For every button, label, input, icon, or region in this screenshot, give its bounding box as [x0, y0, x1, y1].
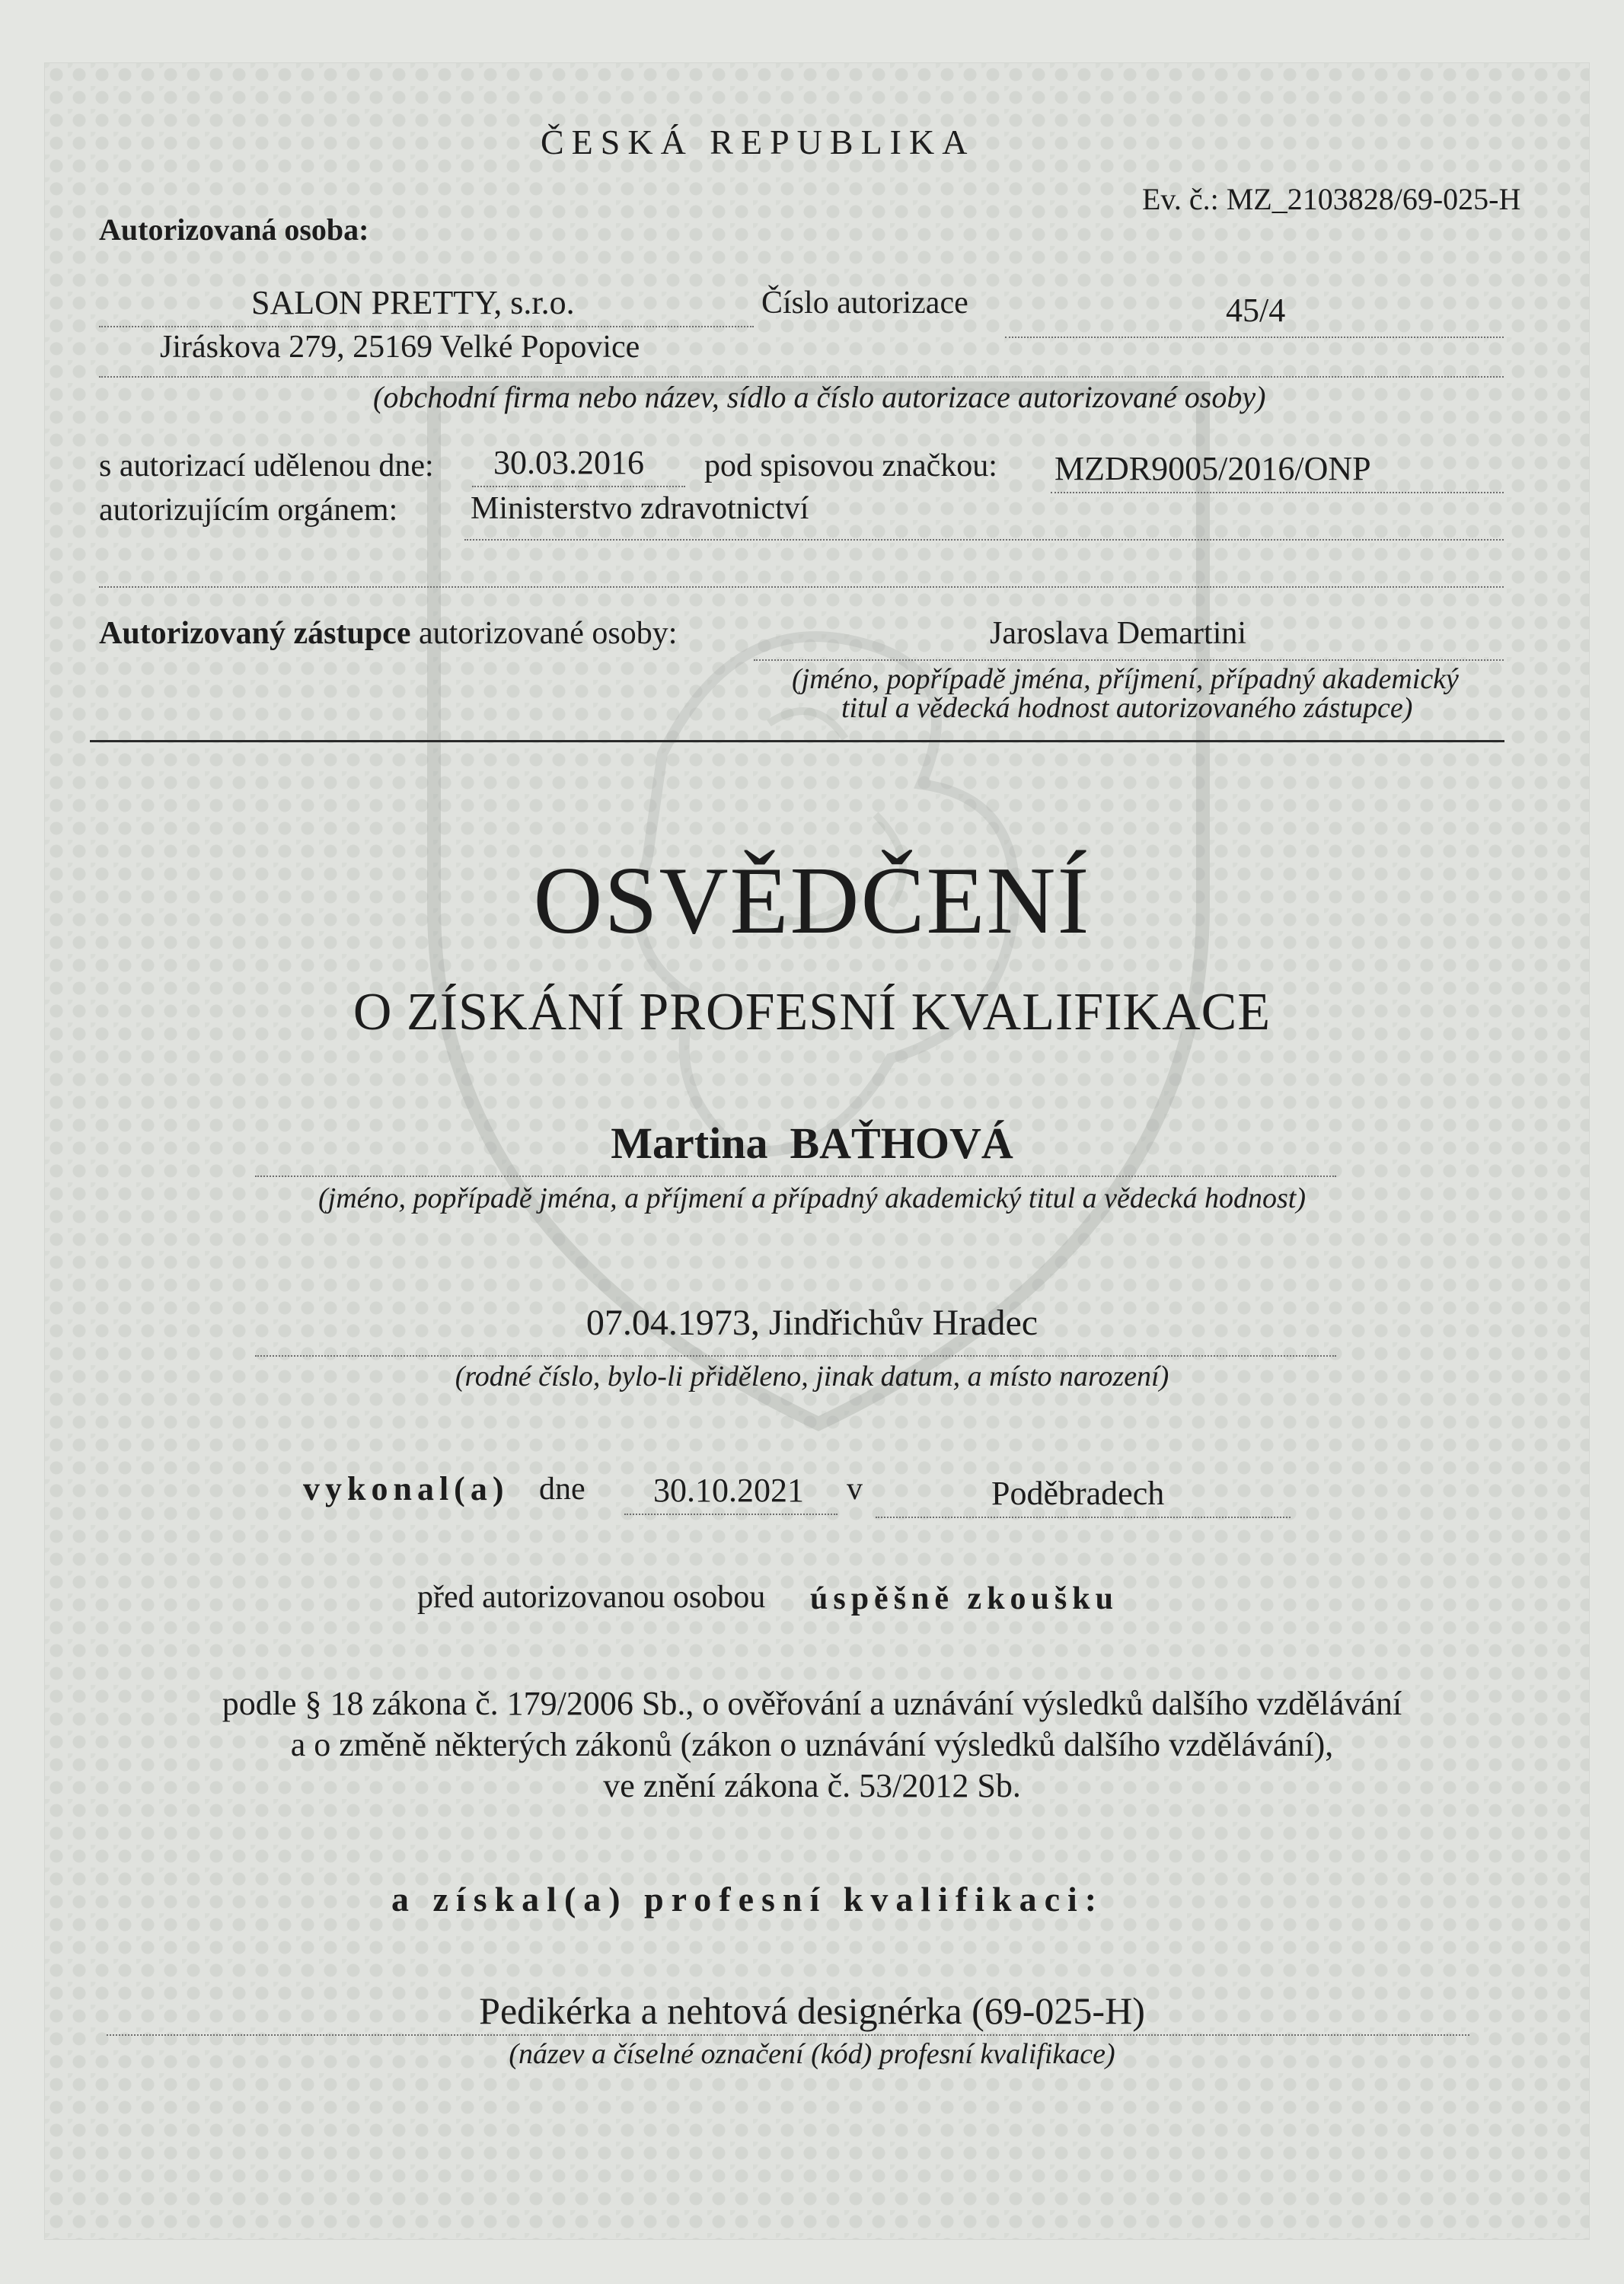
company-name-line [99, 326, 754, 327]
company-name: SALON PRETTY, s.r.o. [251, 284, 575, 321]
qualification-heading: a získal(a) profesní kvalifikaci: [391, 1880, 1105, 1919]
representative-label-bold: Autorizovaný zástupce [99, 616, 411, 651]
authorization-number-line [1005, 337, 1504, 338]
exam-place: Poděbradech [991, 1475, 1165, 1512]
certificate-title: OSVĚDČENÍ [533, 848, 1091, 954]
certificate-subtitle: O ZÍSKÁNÍ PROFESNÍ KVALIFIKACE [353, 983, 1271, 1042]
exam-date: 30.10.2021 [653, 1472, 804, 1509]
exam-date-line [624, 1514, 838, 1515]
company-address: Jiráskova 279, 25169 Velké Popovice [160, 330, 640, 365]
representative-name: Jaroslava Demartini [990, 616, 1247, 651]
holder-name [0, 1118, 1624, 1169]
representative-label-rest: autorizované osoby: [418, 616, 678, 651]
authorization-number-label: Číslo autorizace [761, 286, 968, 321]
representative-line [754, 659, 1504, 661]
exam-in-label: v [847, 1472, 863, 1507]
file-ref-line [1051, 492, 1504, 493]
representative-label [99, 615, 677, 652]
holder-name-caption: (jméno, popřípadě jména, a příjmení a případný akademický titul a vědecká hodnost) [318, 1182, 1306, 1214]
authority-value: Ministerstvo zdravotnictví [471, 491, 809, 526]
blank-line [99, 586, 1504, 588]
exam-result: úspěšně zkoušku [810, 1581, 1118, 1616]
holder-surname: BAŤHOVÁ [790, 1118, 1013, 1168]
qualification-name: Pedikérka a nehtová designérka (69-025-H) [479, 1989, 1145, 2032]
country-heading: ČESKÁ REPUBLIKA [541, 123, 975, 161]
authorization-number: 45/4 [1226, 292, 1286, 329]
authorized-person-label: Autorizovaná osoba: [99, 212, 369, 247]
holder-name-line [255, 1175, 1336, 1177]
granted-on-label: s autorizací udělenou dne: [99, 448, 434, 483]
address-line [99, 376, 1504, 378]
representative-caption-1: (jméno, popřípadě jména, příjmení, případný akademický [792, 663, 1459, 695]
performed-label: vykonal(a) [303, 1470, 509, 1507]
file-ref-label: pod spisovou značkou: [704, 448, 997, 483]
exam-place-line [876, 1517, 1291, 1518]
legal-line-3: ve znění zákona č. 53/2012 Sb. [603, 1767, 1021, 1804]
file-ref-value: MZDR9005/2016/ONP [1054, 450, 1371, 487]
registration-number: Ev. č.: MZ_2103828/69-025-H [1142, 182, 1521, 216]
authority-label: autorizujícím orgánem: [99, 493, 398, 528]
representative-caption-2: titul a vědecká hodnost autorizovaného zástupce) [841, 692, 1413, 724]
holder-birth-line [255, 1355, 1336, 1357]
qualification-caption: (název a číselné označení (kód) profesní kvalifikace) [509, 2038, 1115, 2070]
granted-on-line [472, 486, 685, 487]
granted-on-date: 30.03.2016 [493, 444, 644, 481]
holder-birth-caption: (rodné číslo, bylo-li přiděleno, jinak datum, a místo narození) [455, 1361, 1169, 1392]
legal-line-1: podle § 18 zákona č. 179/2006 Sb., o ověřování a uznávání výsledků dalšího vzdělávání [222, 1685, 1402, 1722]
qualification-line [107, 2034, 1469, 2036]
authority-line [464, 539, 1504, 541]
legal-line-2: a o změně některých zákonů (zákon o uznávání výsledků dalšího vzdělávání), [290, 1726, 1334, 1763]
section-divider [90, 740, 1504, 742]
authorized-person-caption: (obchodní firma nebo název, sídlo a číslo autorizace autorizované osoby) [373, 380, 1266, 414]
holder-first-name: Martina [611, 1118, 768, 1168]
holder-birth: 07.04.1973, Jindřichův Hradec [585, 1303, 1039, 1343]
exam-on-label: dne [539, 1472, 585, 1507]
before-authorized-person-label: před autorizovanou osobou [417, 1580, 766, 1615]
